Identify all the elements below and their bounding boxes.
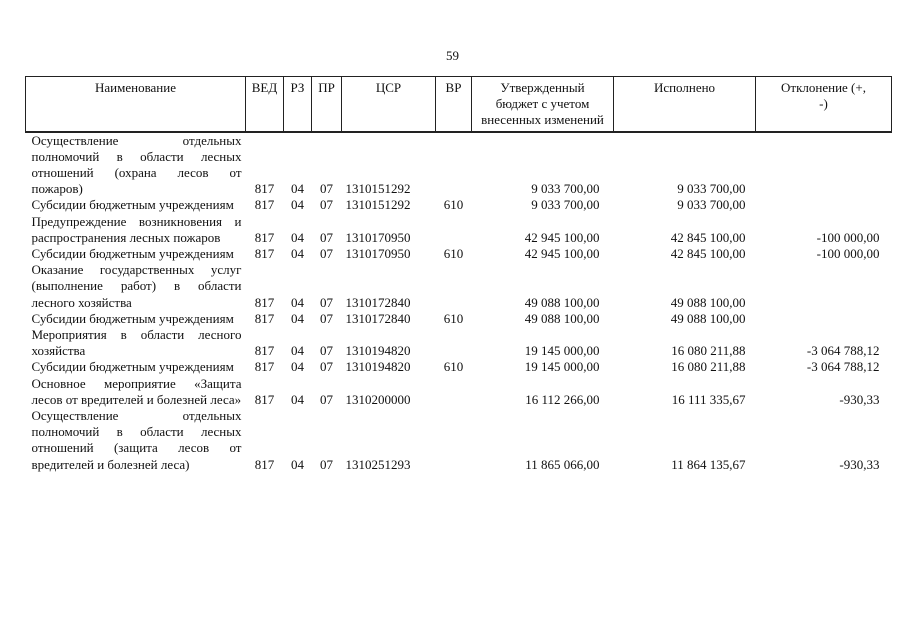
row-pr: 07 [320, 197, 333, 213]
table-row [26, 262, 892, 311]
row-approved-budget: 9 033 700,00 [531, 197, 600, 213]
row-executed: 42 845 100,00 [670, 229, 746, 245]
row-rz: 04 [291, 343, 304, 359]
row-ved: 817 [254, 310, 275, 326]
row-approved-budget: 42 945 100,00 [524, 246, 600, 262]
row-csr: 1310172840 [345, 310, 411, 326]
row-pr: 07 [320, 359, 333, 375]
budget-execution-table [25, 76, 892, 473]
row-name: Осуществление отдельных полномочий в области лесных отношений (защита лесов от вредителей и болезней леса) [31, 408, 242, 472]
row-ved: 817 [254, 229, 275, 245]
table-row [26, 197, 892, 213]
row-vr [436, 408, 472, 473]
header-rz: РЗ [284, 77, 312, 132]
row-rz: 04 [291, 246, 304, 262]
row-deviation [756, 311, 892, 327]
header-approved-budget: Утвержденный бюджет с учетом внесенных изменений [472, 77, 614, 132]
row-ved: 817 [254, 456, 275, 472]
row-vr [436, 376, 472, 408]
row-pr: 07 [320, 391, 333, 407]
row-csr: 1310194820 [345, 343, 411, 359]
row-name: Предупреждение возникновения и распространения лесных пожаров [31, 213, 242, 245]
row-rz: 04 [291, 181, 304, 197]
row-executed: 49 088 100,00 [670, 310, 746, 326]
row-approved-budget: 49 088 100,00 [524, 310, 600, 326]
table-row [26, 376, 892, 408]
table-row [26, 359, 892, 375]
row-deviation [756, 132, 892, 198]
table-row [26, 214, 892, 246]
row-name: Осуществление отдельных полномочий в области лесных отношений (охрана лесов от пожаров) [31, 132, 242, 197]
row-pr: 07 [320, 310, 333, 326]
table-header-row [26, 77, 892, 132]
row-ved: 817 [254, 359, 275, 375]
header-csr: ЦСР [342, 77, 436, 132]
row-approved-budget: 49 088 100,00 [524, 294, 600, 310]
row-csr: 1310194820 [345, 359, 411, 375]
row-csr: 1310172840 [345, 294, 411, 310]
row-approved-budget: 11 865 066,00 [525, 456, 600, 472]
row-deviation: -3 064 788,12 [806, 359, 880, 375]
table-row [26, 408, 892, 473]
header-name: Наименование [26, 77, 246, 132]
row-pr: 07 [320, 229, 333, 245]
row-ved: 817 [254, 246, 275, 262]
row-pr: 07 [320, 181, 333, 197]
row-approved-budget: 19 145 000,00 [524, 343, 600, 359]
row-rz: 04 [291, 310, 304, 326]
row-executed: 9 033 700,00 [677, 181, 746, 197]
row-rz: 04 [291, 197, 304, 213]
row-rz: 04 [291, 229, 304, 245]
row-csr: 1310151292 [345, 197, 411, 213]
row-pr: 07 [320, 456, 333, 472]
row-approved-budget: 16 112 266,00 [525, 391, 600, 407]
row-executed: 16 080 211,88 [671, 343, 746, 359]
row-csr: 1310200000 [345, 391, 411, 407]
row-csr: 1310151292 [345, 181, 411, 197]
row-approved-budget: 42 945 100,00 [524, 229, 600, 245]
row-name: Субсидии бюджетным учреждениям [31, 246, 234, 262]
row-ved: 817 [254, 294, 275, 310]
row-name: Основное мероприятие «Защита лесов от вредителей и болезней леса» [31, 375, 242, 407]
row-ved: 817 [254, 197, 275, 213]
row-ved: 817 [254, 181, 275, 197]
table-row [26, 132, 892, 198]
row-vr: 610 [443, 359, 464, 375]
row-deviation: -930,33 [839, 391, 880, 407]
row-rz: 04 [291, 294, 304, 310]
row-vr: 610 [443, 246, 464, 262]
row-pr: 07 [320, 343, 333, 359]
row-executed: 42 845 100,00 [670, 246, 746, 262]
header-vr: ВР [436, 77, 472, 132]
header-ved: ВЕД [246, 77, 284, 132]
row-deviation [756, 197, 892, 213]
row-rz: 04 [291, 391, 304, 407]
row-pr: 07 [320, 246, 333, 262]
row-executed: 49 088 100,00 [670, 294, 746, 310]
row-vr [436, 327, 472, 359]
row-vr [436, 132, 472, 198]
row-deviation: -100 000,00 [816, 229, 880, 245]
row-executed: 16 080 211,88 [671, 359, 746, 375]
row-name: Мероприятия в области лесного хозяйства [31, 327, 242, 359]
row-approved-budget: 9 033 700,00 [531, 181, 600, 197]
row-deviation: -930,33 [839, 456, 880, 472]
row-csr: 1310170950 [345, 246, 411, 262]
row-vr: 610 [443, 310, 464, 326]
header-deviation: Отклонение (+, -) [756, 77, 892, 132]
row-ved: 817 [254, 343, 275, 359]
table-row [26, 327, 892, 359]
row-name: Субсидии бюджетным учреждениям [31, 197, 234, 213]
row-approved-budget: 19 145 000,00 [524, 359, 600, 375]
row-name: Оказание государственных услуг (выполнение работ) в области лесного хозяйства [31, 262, 242, 310]
row-deviation [756, 262, 892, 311]
table-row [26, 311, 892, 327]
row-vr [436, 262, 472, 311]
row-name: Субсидии бюджетным учреждениям [31, 359, 234, 375]
row-name: Субсидии бюджетным учреждениям [31, 310, 234, 326]
page-number: 59 [446, 48, 459, 63]
row-executed: 16 111 335,67 [671, 391, 746, 407]
row-deviation: -3 064 788,12 [806, 343, 880, 359]
row-deviation: -100 000,00 [816, 246, 880, 262]
row-pr: 07 [320, 294, 333, 310]
row-csr: 1310170950 [345, 229, 411, 245]
row-vr: 610 [443, 197, 464, 213]
row-executed: 9 033 700,00 [677, 197, 746, 213]
row-ved: 817 [254, 391, 275, 407]
table-row [26, 246, 892, 262]
row-rz: 04 [291, 456, 304, 472]
row-rz: 04 [291, 359, 304, 375]
row-vr [436, 214, 472, 246]
header-pr: ПР [312, 77, 342, 132]
row-executed: 11 864 135,67 [671, 456, 746, 472]
header-executed: Исполнено [614, 77, 756, 132]
row-csr: 1310251293 [345, 456, 411, 472]
